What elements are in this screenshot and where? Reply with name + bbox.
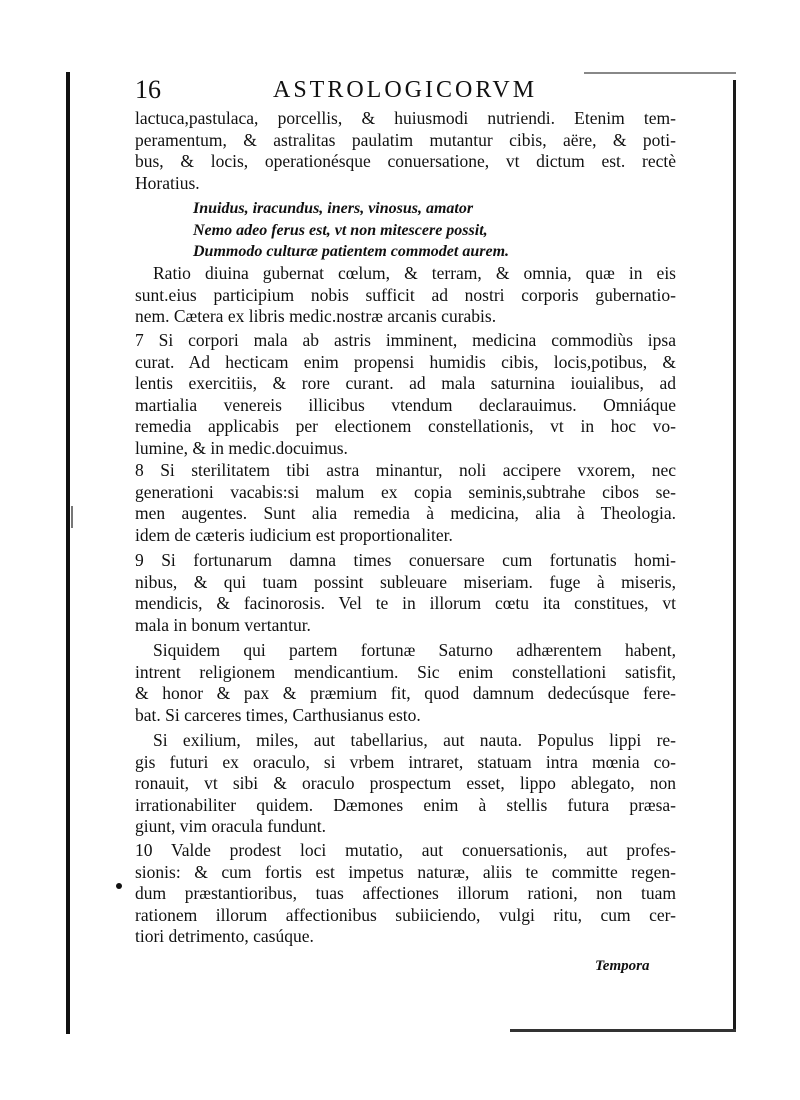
- text-line: men augentes. Sunt alia remedia à medicina, alia à Theologia.: [135, 503, 676, 524]
- bottom-margin-rule: [510, 1029, 736, 1032]
- verse-line: Nemo adeo ferus est, vt non mitescere possit,: [193, 221, 488, 239]
- text-line: dum præstantioribus, tuas affectiones illorum rationi, non tuam: [135, 883, 676, 904]
- text-line: bus, & locis, operationésque conuersatione, vt dictum est. rectè: [135, 151, 676, 172]
- text-line: sionis: & cum fortis est impetus naturæ, aliis te committe regen-: [135, 861, 676, 882]
- text-line: gis futuri ex oraculo, si vrbem intraret, statuam intra mœnia co-: [135, 751, 676, 772]
- text-line: tiori detrimento, casúque.: [135, 926, 314, 947]
- page-header: [135, 70, 685, 110]
- left-margin-rule: [66, 72, 70, 1034]
- paragraph-section-7: [135, 330, 676, 460]
- text-line: peramentum, & astralitas paulatim mutantur cibis, aëre, & poti-: [135, 129, 676, 150]
- margin-dot-mark: [116, 883, 122, 889]
- text-line: ronauit, vt sibi & oraculo prospectum esset, lippo ablegato, non: [135, 773, 676, 794]
- verse-quotation: [193, 198, 653, 263]
- text-line: lentis exercitiis, & rore curant. ad mala saturnina iouialibus, ad: [135, 373, 676, 394]
- text-line: 9 Si fortunarum damna times conuersare cum fortunatis homi-: [135, 550, 676, 570]
- text-line: mala in bonum vertantur.: [135, 614, 311, 635]
- paragraph-siquidem: [135, 640, 676, 726]
- text-line: mendicis, & facinorosis. Vel te in illorum cœtu ita constitues, vt: [135, 593, 676, 614]
- page-number: 16: [135, 75, 161, 104]
- margin-speck: [71, 506, 73, 528]
- text-line: Ratio diuina gubernat cœlum, & terram, & omnia, quæ in eis: [153, 263, 676, 283]
- text-line: martialia venereis illicibus vtendum declarauimus. Omniáque: [135, 394, 676, 415]
- text-line: Si exilium, miles, aut tabellarius, aut nauta. Populus lippi re-: [153, 730, 676, 750]
- text-line: 7 Si corpori mala ab astris imminent, medicina commodiùs ipsa: [135, 330, 676, 350]
- catchword: Tempora: [595, 958, 650, 974]
- text-line: irrationabiliter quidem. Dæmones enim à stellis futura præsa-: [135, 794, 676, 815]
- text-line: bat. Si carceres times, Carthusianus esto.: [135, 704, 421, 725]
- text-line: & honor & pax & præmium fit, quod damnum dedecúsque fere-: [135, 683, 676, 704]
- text-line: remedia applicabis per electionem constellationis, vt in hoc vo-: [135, 416, 676, 437]
- text-line: rationem illorum affectionibus subiiciendo, vulgi ritu, cum cer-: [135, 904, 676, 925]
- text-line: lactuca,pastulaca, porcellis, & huiusmodi nutriendi. Etenim tem-: [135, 108, 676, 128]
- text-line: lumine, & in medic.docuimus.: [135, 437, 348, 458]
- text-line: idem de cæteris iudicium est proportionaliter.: [135, 524, 453, 545]
- paragraph-section-10: [135, 840, 676, 948]
- verse-line: Dummodo culturæ patientem commodet aurem.: [193, 243, 510, 261]
- text-line: nem. Cætera ex libris medic.nostræ arcanis curabis.: [135, 306, 497, 327]
- verse-line: Inuidus, iracundus, iners, vinosus, amator: [193, 200, 474, 217]
- right-margin-rule: [733, 80, 736, 1032]
- text-line: Horatius.: [135, 172, 200, 193]
- text-line: nibus, & qui tuam possint subleuare miseriam. fuge à miseris,: [135, 571, 676, 592]
- text-line: Siquidem qui partem fortunæ Saturno adhærentem habent,: [153, 640, 676, 660]
- paragraph-intro: [135, 108, 676, 194]
- paragraph-ratio: [135, 263, 676, 328]
- text-line: curat. Ad hecticam enim propensi humidis cibis, locis,potibus, &: [135, 351, 676, 372]
- text-line: 10 Valde prodest loci mutatio, aut conuersationis, aut profes-: [135, 840, 676, 860]
- text-line: giunt, vim oracula fundunt.: [135, 816, 327, 837]
- paragraph-section-9: [135, 550, 676, 636]
- text-line: intrent religionem mendicantium. Sic enim constellationi satisfit,: [135, 661, 676, 682]
- paragraph-siexilium: [135, 730, 676, 838]
- paragraph-section-8: [135, 460, 676, 546]
- running-title: ASTROLOGICORVM: [273, 77, 538, 103]
- text-line: generationi vacabis:si malum ex copia seminis,subtrahe cibos se-: [135, 481, 676, 502]
- text-line: 8 Si sterilitatem tibi astra minantur, noli accipere vxorem, nec: [135, 460, 676, 480]
- text-line: sunt.eius participium nobis sufficit ad nostri corporis gubernatio-: [135, 284, 676, 305]
